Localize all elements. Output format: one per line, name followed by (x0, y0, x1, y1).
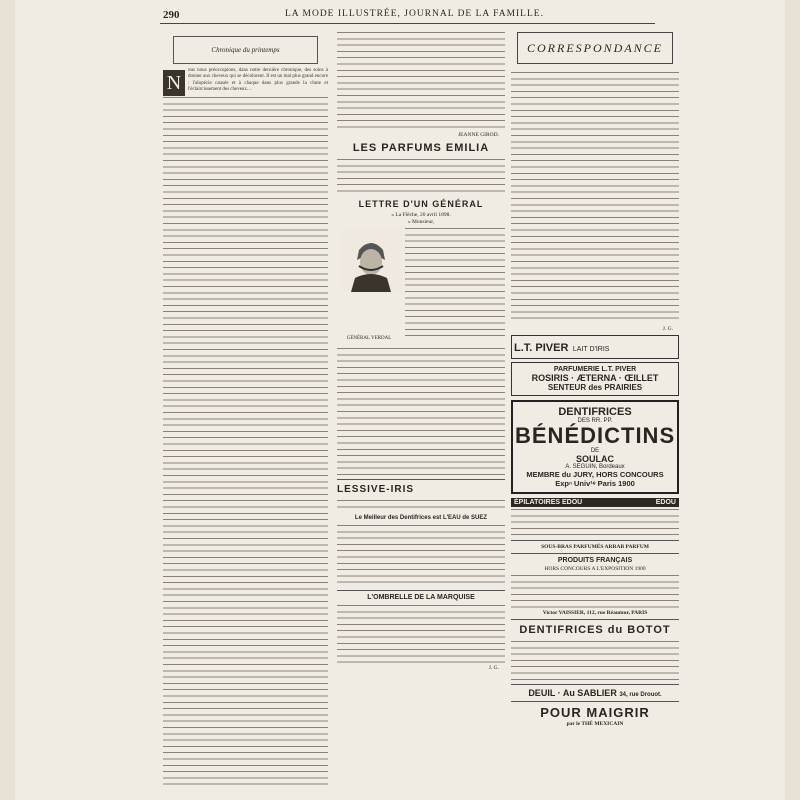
piver-box-line: ROSIRIS · ÆTERNA · ŒILLET (531, 373, 659, 383)
bene-expo: Expⁿ Univ¹ᵉ Paris 1900 (555, 479, 635, 488)
chronique-title: Chronique du printemps (173, 36, 318, 64)
piver-lait-iris-ad (511, 335, 679, 359)
bene-soulac: SOULAC (576, 454, 614, 464)
the-mexicain: par le THÉ MEXICAIN (566, 721, 624, 727)
lettre-salutation: « Monsieur, (407, 219, 435, 225)
hors-concours: HORS CONCOURS A L'EXPOSITION 1900 (544, 566, 646, 572)
page-header (15, 0, 785, 28)
lessive-iris-title: LESSIVE-IRIS (337, 484, 415, 495)
magazine-page (15, 0, 785, 800)
divider (511, 553, 679, 554)
piver-box-line2: SENTEUR des PRAIRIES (547, 383, 643, 392)
header-rule (160, 23, 655, 24)
bene-de: DE (590, 448, 600, 454)
bene-seguin: A. SEGUIN, Bordeaux (565, 464, 625, 470)
divider (511, 701, 679, 702)
bene-membre: MEMBRE du JURY, HORS CONCOURS (526, 470, 664, 479)
lettre-block (337, 226, 505, 346)
divider (511, 540, 679, 541)
ombrelle-title: L'OMBRELLE DE LA MARQUISE (367, 594, 475, 601)
portrait-caption: GÉNÉRAL VERDAL (346, 336, 392, 341)
piver-parfumerie-ad (511, 362, 679, 396)
deuil-ad (511, 688, 679, 698)
divider (337, 590, 505, 591)
lettre-continued-text (337, 346, 505, 476)
divider (511, 684, 679, 685)
correspondance-signature: J. G. (662, 326, 673, 332)
journal-title: LA MODE ILLUSTRÉE, JOURNAL DE LA FAMILLE. (285, 9, 544, 19)
correspondance-text (511, 70, 679, 324)
lettre-date: « La Flèche, 20 avril 1898. (391, 212, 451, 218)
drop-cap: N (163, 70, 185, 96)
deuil-name: DEUIL · Au SABLIER (528, 688, 617, 698)
divider (337, 479, 505, 480)
parfums-text (337, 157, 505, 195)
eau-suez-ad: Le Meilleur des Dentifrices est L'EAU de SUEZ (354, 515, 488, 521)
article-body-text (163, 95, 328, 785)
correspondance-title: CORRESPONDANCE (517, 32, 673, 64)
suez-text (337, 523, 505, 587)
products-list (511, 573, 679, 609)
piver-box-title: PARFUMERIE L.T. PIVER (553, 366, 637, 373)
parfums-emilia-title: LES PARFUMS EMILIA (352, 142, 490, 154)
column-middle (337, 30, 505, 673)
signature-top: JEANNE GIROD. (458, 132, 499, 138)
lettre-general-title: LETTRE D'UN GÉNÉRAL (358, 199, 484, 209)
page-number: 290 (163, 9, 180, 21)
botot-text (511, 639, 679, 681)
arrab-ad: SOUS-BRAS PARFUMÉS ARRAB PARFUM (541, 544, 649, 550)
divider (511, 619, 679, 620)
column-left (163, 30, 328, 785)
lessive-text (337, 498, 505, 512)
botot-ad: DENTIFRICES du BOTOT (519, 624, 671, 636)
general-portrait-image (341, 230, 401, 292)
bene-des-rr-pp: DES RR. PP. (577, 418, 613, 424)
column-right (511, 30, 679, 728)
edou-text: EDOU (655, 499, 676, 506)
bene-dentifrices: DENTIFRICES (558, 406, 632, 418)
epilatoire-edou-ad (511, 498, 679, 507)
intro-paragraph (163, 68, 328, 93)
neige-text (511, 507, 679, 537)
piver-name: L.T. PIVER (514, 342, 569, 354)
continued-text (337, 30, 505, 130)
deuil-address: 34, rue Drouot. (619, 692, 662, 698)
ombrelle-text (337, 603, 505, 663)
epilatoire-text: ÉPILATOIRES EDOU (514, 499, 583, 506)
maigrir-ad: POUR MAIGRIR (540, 705, 650, 720)
lettre-text (405, 226, 505, 336)
benedictins-ad (511, 400, 679, 494)
bene-benedictins: BÉNÉDICTINS (515, 423, 676, 448)
produits-francais: PRODUITS FRANÇAIS (557, 557, 633, 564)
signature-bottom: J. G. (488, 665, 499, 671)
vaissier-address: Victor VAISSIER, 112, rue Réaumur, PARIS (542, 610, 648, 616)
piver-lait: LAIT D'IRIS (572, 346, 610, 353)
intro-text: ous nous préoccupions, dans notre dernière chronique, des soins à donner aux cheveux qui se décolorent. Il est un mal plus grand encore : l'alopécie causée et à chaque dans plus grande la chute et l'éclaircissement des cheveux… (188, 68, 328, 92)
